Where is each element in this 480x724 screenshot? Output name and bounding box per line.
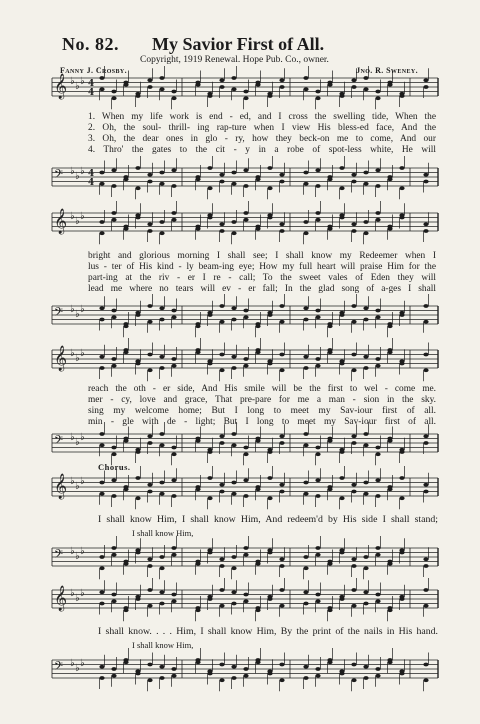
svg-text:♭: ♭: [75, 309, 80, 320]
chorus-lyric-line: I shall know Him, I shall know Him, And redeem'd by His side I shall stand;: [98, 514, 438, 525]
svg-text:♭: ♭: [75, 663, 80, 674]
lyric-line: 2. Oh, the soul- thrill- ing rap-ture when I view His bless-ed face, And the: [88, 123, 436, 133]
hymn-title: My Savior First of All.: [152, 34, 325, 54]
lyric-line: mer - cy, love and grace, That pre-pare for me a man - sion in the sky.: [88, 395, 436, 405]
svg-text:♭: ♭: [80, 211, 85, 222]
lyric-line: sing my welcome home; But I long to meet my Sav-iour first of all.: [88, 406, 436, 416]
svg-text:♭: ♭: [70, 476, 75, 487]
svg-text:♭: ♭: [75, 593, 80, 604]
svg-text:𝄢: 𝄢: [54, 306, 64, 322]
svg-text:𝄢: 𝄢: [54, 660, 64, 676]
svg-text:♭: ♭: [80, 166, 85, 177]
svg-text:𝄞: 𝄞: [54, 346, 68, 371]
svg-text:𝄢: 𝄢: [54, 168, 64, 184]
svg-text:♭: ♭: [80, 588, 85, 599]
copyright-notice: Copyright, 1919 Renewal. Hope Pub. Co., owner.: [140, 55, 329, 65]
svg-text:♭: ♭: [75, 437, 80, 448]
chorus-lyric-line: I shall know. . . . Him, I shall know Him, By the print of the nails in His hand.: [98, 626, 438, 637]
lyric-line: reach the oth - er side, And His smile will be the first to wel - come me.: [88, 384, 436, 394]
svg-text:♭: ♭: [70, 658, 75, 669]
hymn-number: No. 82.: [62, 34, 119, 54]
svg-text:4: 4: [88, 88, 95, 98]
lyric-line: lus - ter of His kind - ly beam-ing eye; How my full heart will praise Him for the: [88, 262, 436, 272]
svg-text:♭: ♭: [75, 171, 80, 182]
composer-credit: Jno. R. Sweney.: [356, 66, 418, 75]
svg-text:♭: ♭: [75, 81, 80, 92]
lyric-line: lead me where no tears will ev - er fall; In the glad song of a-ges I shall: [88, 284, 436, 294]
svg-text:♭: ♭: [80, 348, 85, 359]
svg-text:♭: ♭: [70, 546, 75, 557]
svg-text:𝄞: 𝄞: [54, 74, 68, 99]
lyric-line: bright and glorious morning I shall see; I shall know my Redeemer when I: [88, 251, 436, 261]
lyric-line: 3. Oh, the dear ones in glo - ry, how they beck-on me to come, And our: [88, 134, 436, 144]
svg-text:4: 4: [88, 169, 95, 179]
svg-text:♭: ♭: [80, 432, 85, 443]
svg-text:♭: ♭: [70, 211, 75, 222]
svg-text:♭: ♭: [80, 304, 85, 315]
svg-text:♭: ♭: [75, 353, 80, 364]
svg-text:♭: ♭: [75, 551, 80, 562]
svg-text:♭: ♭: [80, 658, 85, 669]
svg-text:𝄞: 𝄞: [54, 209, 68, 234]
svg-text:♭: ♭: [80, 546, 85, 557]
svg-text:♭: ♭: [70, 348, 75, 359]
lyric-line: min - gle with de - light; But I long to meet my Sav-iour first of all.: [88, 417, 436, 427]
svg-text:𝄢: 𝄢: [54, 434, 64, 450]
svg-text:♭: ♭: [70, 76, 75, 87]
lyric-line: 1. When my life work is end - ed, and I cross the swelling tide, When the: [88, 112, 436, 122]
svg-text:𝄞: 𝄞: [54, 586, 68, 611]
svg-text:♭: ♭: [70, 166, 75, 177]
svg-text:4: 4: [88, 178, 95, 188]
svg-text:𝄢: 𝄢: [54, 548, 64, 564]
bass-cue-text: I shall know Him,: [132, 528, 194, 538]
svg-text:♭: ♭: [70, 304, 75, 315]
lyric-line: part-ing at the riv - er I re - call; To the sweet vales of Eden they will: [88, 273, 436, 283]
svg-text:♭: ♭: [75, 481, 80, 492]
chorus-label: Chorus.: [98, 462, 131, 472]
svg-text:♭: ♭: [70, 432, 75, 443]
svg-text:♭: ♭: [80, 76, 85, 87]
svg-text:♭: ♭: [70, 588, 75, 599]
bass-cue-text: I shall know Him,: [132, 640, 194, 650]
svg-text:𝄞: 𝄞: [54, 474, 68, 499]
author-credit: Fanny J. Crosby.: [60, 66, 128, 75]
lyric-line: 4. Thro' the gates to the cit - y in a robe of spot-less white, He will: [88, 145, 436, 155]
svg-text:4: 4: [88, 79, 95, 89]
svg-text:♭: ♭: [80, 476, 85, 487]
svg-text:♭: ♭: [75, 216, 80, 227]
